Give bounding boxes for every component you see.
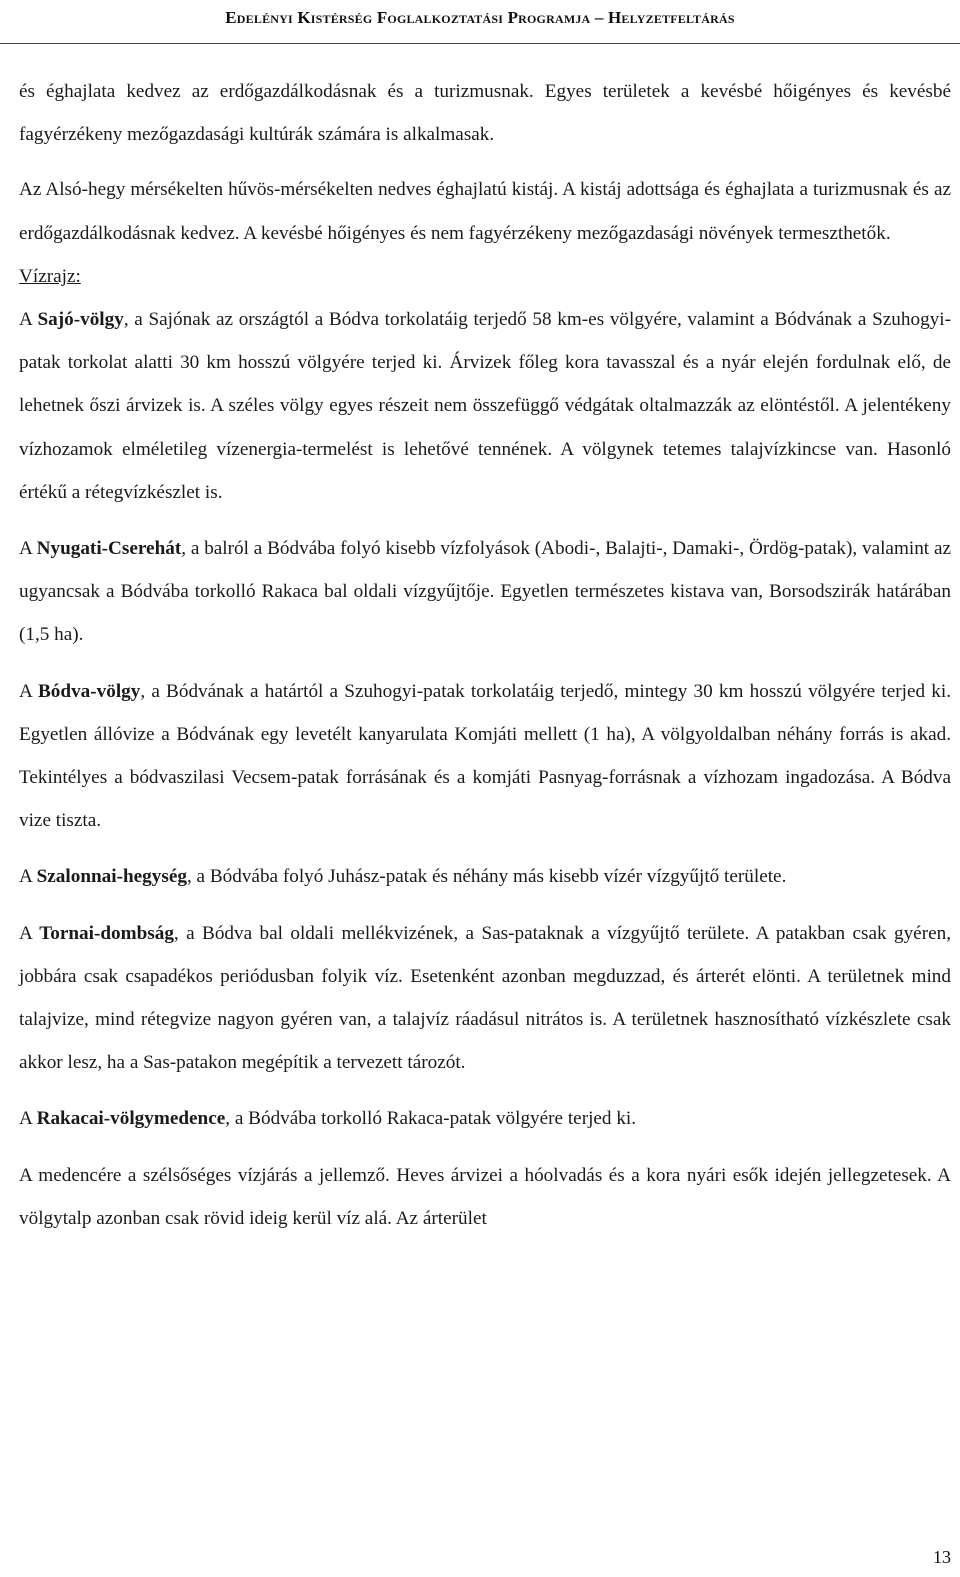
term-bodva-volgy: Bódva-völgy	[38, 680, 141, 702]
paragraph-rakacai-volgymedence: A Rakacai-völgymedence, a Bódvába torkolló Rakaca-patak völgyére terjed ki.	[19, 1108, 637, 1130]
term-nyugati-cserehat: Nyugati-Cserehát	[36, 538, 182, 560]
paragraph-medence: A medencére a szélsőséges vízjárás a jellemző. Heves árvizei a hóolvadás és a kora nyári esők idején jellegzetesek. A völgytalp azonban csak rövid ideig kerül víz alá. Az árterület	[19, 1164, 951, 1229]
header-divider	[0, 43, 960, 44]
term-rakacai-volgymedence: Rakacai-völgymedence	[36, 1108, 226, 1130]
term-sajo-volgy: Sajó-völgy	[37, 309, 124, 331]
paragraph-intro: és éghajlata kedvez az erdőgazdálkodásnak és a turizmusnak. Egyes területek a kevésbé hőigényes és kevésbé fagyérzékeny mezőgazdasági kultúrák számára is alkalmasak.	[19, 81, 951, 146]
term-szalonnai-hegyseg: Szalonnai-hegység	[36, 866, 187, 888]
section-heading-vizrajz: Vízrajz:	[19, 265, 81, 287]
running-header	[0, 0, 960, 42]
paragraph-also-hegy: Az Alsó-hegy mérsékelten hűvös-mérsékelten nedves éghajlatú kistáj. A kistáj adottsága és éghajlata a turizmusnak és az erdőgazdálkodásnak kedvez. A kevésbé hőigényes és nem fagyérzékeny mezőgazdasági növények termeszthetők.	[19, 179, 951, 244]
paragraph-bodva-volgy: A Bódva-völgy, a Bódvának a határtól a Szuhogyi-patak torkolatáig terjedő, mintegy 30 km hosszú völgyére terjed ki. Egyetlen állóvize a Bódvának egy levetélt kanyarulata Komjáti mellett (1 ha), A völgyoldalban néhány forrás is akad. Tekintélyes a bódvaszilasi Vecsem-patak forrásának és a komjáti Pasnyag-forrásnak a vízhozam ingadozása. A Bódva vize tiszta.	[19, 680, 951, 832]
header-title: Edelényi Kistérség Foglalkoztatási Programja – Helyzetfeltárás	[225, 8, 735, 27]
page-number: 13	[933, 1547, 951, 1567]
paragraph-sajo-volgy: A Sajó-völgy, a Sajónak az országtól a Bódva torkolatáig terjedő 58 km-es völgyére, valamint a Bódvának a Szuhogyi-patak torkolat alatti 30 km hosszú völgyére terjed ki. Árvizek főleg kora tavasszal és a nyár elején fordulnak elő, de lehetnek őszi árvizek is. A széles völgy egyes részeit nem összefüggő védgátak oltalmazzák az elöntéstől. A jelentékeny vízhozamok elméletileg vízenergia-termelést is lehetővé tennének. A völgynek tetemes talajvízkincse van. Hasonló értékű a rétegvízkészlet is.	[19, 309, 951, 503]
paragraph-nyugati-cserehat: A Nyugati-Cserehát, a balról a Bódvába folyó kisebb vízfolyások (Abodi-, Balajti-, Damaki-, Ördög-patak), valamint az ugyancsak a Bódvába torkolló Rakaca bal oldali vízgyűjtője. Egyetlen természetes kistava van, Borsodszirák határában (1,5 ha).	[19, 538, 951, 646]
paragraph-tornai-dombsag: A Tornai-dombság, a Bódva bal oldali mellékvizének, a Sas-pataknak a vízgyűjtő területe. A patakban csak gyéren, jobbára csak csapadékos periódusban folyik víz. Esetenként azonban megduzzad, és árterét elönti. A területnek mind talajvize, mind rétegvize nagyon gyéren van, a talajvíz ráadásul nitrátos is. A területnek hasznosítható vízkészlete csak akkor lesz, ha a Sas-patakon megépítik a tervezett tározót.	[19, 922, 951, 1074]
paragraph-szalonnai-hegyseg: A Szalonnai-hegység, a Bódvába folyó Juhász-patak és néhány más kisebb vízér vízgyűjtő területe.	[19, 866, 787, 888]
document-body	[19, 70, 951, 1240]
term-tornai-dombsag: Tornai-dombság	[39, 922, 174, 944]
